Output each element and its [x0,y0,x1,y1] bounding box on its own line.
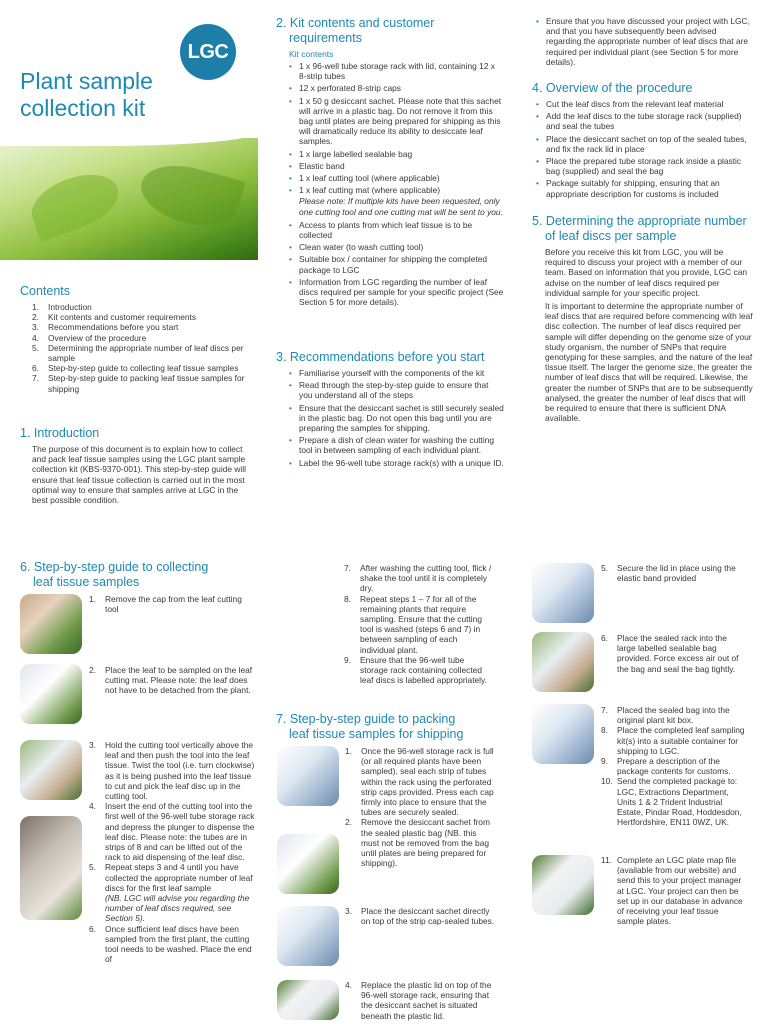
introduction-text: The purpose of this document is to explain how to collect and pack leaf tissue samples using the LGC plant sample collection kit (KBS-9370-001). This step-by-step guide will ensure that leaf tissue collection is carried out in the most optimal way to ensure that samples arrive at LGC in the best possible condition. [32,444,246,506]
step-number: 8. [601,725,608,736]
step-text: Secure the lid in place using the elastic band provided [617,563,736,584]
step-text: Prepare a description of the package contents for customs. [617,756,731,777]
step7-item-6 [601,633,747,674]
contents-item [32,302,252,312]
step-text: Once the 96-well storage rack is full (or all required plants have been sampled), seal each strip of tubes within the rack using the perforated strip caps provided. Press each cap firmly into place to ensure that the tubes are securely sealed. [361,746,494,818]
recommendations-list [287,368,504,468]
kit-heading-line-1: 2. Kit contents and customer [276,16,435,30]
contents-text: Determining the appropriate number of leaf discs per sample [48,342,244,364]
introduction-heading: 1. Introduction [20,426,100,440]
recommendation-item: • Read through the step-by-step guide to ensure that you understand all of the steps [287,380,504,400]
step7-item-10 [601,776,747,827]
kit-contents-heading [276,16,504,46]
leaf-banner-image [0,138,258,260]
step6-item-3 [89,740,257,801]
kit-item: • 1 x 96-well tube storage rack with lid, containing 12 x 8-strip tubes [287,61,504,81]
photo-cutting-leaf [20,740,82,800]
customer-requirements-list [287,220,504,308]
photo-desiccant-on-tubes [277,906,339,966]
step-number: 1. [345,746,352,756]
photo-desiccant-bag [277,834,339,894]
step6-item-2 [89,665,257,696]
contents-item [32,343,252,363]
step7-heading-text [276,712,504,742]
photo-plate-map [532,855,594,915]
title-line-2: collection kit [20,95,146,121]
photo-replace-lid [277,980,339,1020]
recommendation-item: • Ensure that the desiccant sachet is still securely sealed in the plastic bag. Do not open this bag until you are preparing the samples for shipping. [287,403,504,434]
step-number: 5. [89,862,96,873]
step-number: 4. [89,801,96,812]
kit-item: • 1 x 50 g desiccant sachet. Please note that this sachet will arrive in a plastic bag. Do not remove it from this bag until plates are being prepared for shipping as this will dramatically reduce its ability to desiccate leaf samples. [287,96,504,147]
step6-steps-7-9 [344,563,494,685]
step-text: Repeat steps 3 and 4 until you have collected the appropriate number of leaf discs for the first leaf sample [105,862,253,893]
step-text: Repeat steps 1 – 7 for all of the remaining plants that require sampling. Ensure that the cutting tool is washed (steps 6 and 7) in between sampling of each individual plant. [360,593,482,655]
contents-item [32,363,252,373]
step7-heading-line-2: leaf tissue samples for shipping [289,727,464,741]
step-text: Ensure that the 96-well tube storage rack containing collected leaf discs is labelled appropriately. [360,654,487,686]
photo-remove-cap [20,594,82,654]
contents-number: 3. [32,322,39,333]
step6-step-2 [89,665,257,696]
step-number: 2. [345,817,352,828]
contents-item [32,333,252,343]
step6-item-1 [89,594,257,614]
step-number: 4. [345,980,352,990]
step-number: 7. [601,705,608,715]
photo-kit-box [532,704,594,764]
step7-step-4 [345,980,495,1021]
step6-item-9 [344,655,494,686]
step7-item-1 [345,746,495,817]
contents-number: 6. [32,363,39,374]
contents-section [20,284,252,394]
step6-step-1 [89,594,257,614]
contents-text: Kit contents and customer requirements [48,312,197,323]
contents-text: Introduction [48,302,92,312]
kit-item: • 1 x leaf cutting mat (where applicable) [287,185,504,195]
customer-requirements-cont [534,16,754,71]
step7-heading-line-1: 7. Step-by-step guide to packing [276,712,456,726]
contents-text: Step-by-step guide to packing leaf tissue samples for shipping [48,373,245,394]
step6-item-8 [344,594,494,655]
step-text: Place the completed leaf sampling kit(s) into a suitable container for shipping to LGC. [617,725,745,756]
step7-item-7 [601,705,747,725]
step-text: Placed the sealed bag into the original plant kit box. [617,705,730,726]
step7-item-2 [345,817,495,868]
step6-heading-line-2: leaf tissue samples [33,575,140,589]
requirement-item: • Suitable box / container for shipping the completed package to LGC [287,254,504,274]
step7-step-1 [345,746,495,868]
step-number: 2. [89,665,96,675]
step6-heading-line-1: 6. Step-by-step guide to collecting [20,560,209,574]
step-number: 3. [89,740,96,750]
recommendations-heading: 3. Recommendations before you start [276,350,485,364]
contents-heading: Contents [20,284,71,298]
title-line-1: Plant sample [20,68,153,94]
step7-steps-7-10 [601,705,747,827]
contents-item [32,312,252,322]
contents-number: 1. [32,302,39,312]
page-title [20,68,153,122]
overview-item: • Place the prepared tube storage rack inside a plastic bag (supplied) and seal the bag [534,156,754,176]
contents-item [32,373,252,393]
determining-paragraph-2: It is important to determine the appropriate number of leaf discs that are required before commencing with leaf disc collection. The number of leaf discs required per sample will differ depending on the genome size of your study organism, the number of SNPs that require genotyping for these samples, and the nature of the leaf tissue itself. The larger the genome size, the greater the number of leaf discs that will be required. Likewise, the greater the number of SNPs that are to be subsequently analysed, the greater the number of leaf discs that will be required to ensure that there is sufficient DNA available. [545,301,753,424]
determining-heading-line-2: of leaf discs per sample [545,229,677,243]
contents-list [32,302,252,394]
requirement-item: • Clean water (to wash cutting tool) [287,242,504,252]
step7-step-5 [601,563,747,583]
step-text: Remove the desiccant sachet from the sealed plastic bag (NB. this must not be removed from the bag until plates are being prepared for shipping). [361,817,490,869]
contents-item [32,322,252,332]
kit-item: • Elastic band [287,161,504,171]
step-number: 7. [344,563,351,573]
step7-item-8 [601,725,747,756]
step7-step-6 [601,633,747,674]
overview-list [534,99,754,199]
requirement-item: • Access to plants from which leaf tissue is to be collected [287,220,504,240]
contents-number: 2. [32,312,39,323]
kit-item: • 12 x perforated 8-strip caps [287,83,504,93]
step-text: Replace the plastic lid on top of the 96-well storage rack, ensuring that the desiccant sachet is situated beneath the plastic lid. [361,980,492,1021]
step7-item-11 [601,855,747,926]
contents-text: Step-by-step guide to collecting leaf tissue samples [48,363,239,374]
step7-step-11 [601,855,747,926]
step6-item-6 [89,924,257,965]
kit-heading-line-2: requirements [289,31,362,45]
step-number: 10. [601,776,613,787]
kit-contents-section [276,16,504,311]
overview-item: • Add the leaf discs to the tube storage rack (supplied) and seal the tubes [534,111,754,131]
step6-steps-3-6 [89,740,257,964]
photo-leaf-on-mat [20,664,82,724]
step-number: 1. [89,594,96,604]
step6-item-5-note: (NB. LGC will advise you regarding the number of leaf discs required, see Section 5). [105,893,250,924]
step-number: 6. [89,923,96,934]
kit-contents-list [287,61,504,195]
determining-heading-line-1: 5. Determining the appropriate number [532,214,747,228]
recommendation-item: • Label the 96-well tube storage rack(s) with a unique ID. [287,458,504,468]
requirement-item: • Information from LGC regarding the number of leaf discs required per sample for your specific project (See Section 5 for more details). [287,277,504,308]
overview-section [532,81,754,203]
step-number: 3. [345,906,352,916]
overview-item: • Cut the leaf discs from the relevant leaf material [534,99,754,109]
step6-heading-text [20,560,250,590]
step6-item-5 [89,862,257,923]
overview-heading: 4. Overview of the procedure [532,81,693,95]
project-discussion-list [534,16,754,67]
kit-item: • 1 x large labelled sealable bag [287,149,504,159]
step7-item-3 [345,906,495,926]
step-number: 11. [601,855,613,865]
recommendation-item: • Familiarise yourself with the components of the kit [287,368,504,378]
contents-number: 7. [32,373,39,384]
step-text: Place the sealed rack into the large labelled sealable bag provided. Force excess air out of the bag and seal the bag tightly. [617,633,739,674]
step-number: 6. [601,633,608,643]
step-text: Remove the cap from the leaf cutting tool [105,594,242,615]
kit-item: • 1 x leaf cutting tool (where applicable) [287,173,504,183]
step-text: Place the leaf to be sampled on the leaf cutting mat. Please note: the leaf does not have to be detached from the plant. [105,665,253,696]
step-text: Complete an LGC plate map file (available from our website) and send this to your project manager at LGC. Your project can then be set up in our database in advance of receiving your leaf tissue sample plates. [617,855,743,927]
photo-elastic-band [532,563,594,623]
photo-seal-strip-caps [277,746,339,806]
recommendations-section [276,350,504,472]
requirement-item: • Ensure that you have discussed your project with LGC, and that you have subsequently been advised regarding the appropriate number of leaf discs that are required per individual plant (see Section 5 for more details). [534,16,754,67]
overview-item: • Place the desiccant sachet on top of the sealed tubes, and fix the rack lid in place [534,134,754,154]
determining-section [532,214,754,426]
step6-heading [20,560,250,593]
step6-item-7 [344,563,494,594]
step7-item-4 [345,980,495,1021]
step-number: 8. [344,593,351,604]
step-text: Place the desiccant sachet directly on top of the strip cap-sealed tubes. [361,906,495,927]
kit-contents-subheading: Kit contents [289,49,334,59]
overview-item: • Package suitably for shipping, ensuring that an appropriate description for customs is included [534,178,754,198]
step7-step-3 [345,906,495,926]
contents-number: 4. [32,332,39,343]
contents-text: Recommendations before you start [48,322,179,333]
recommendation-item: • Prepare a dish of clean water for washing the cutting tool in between sampling of each individual plant. [287,435,504,455]
step-text: Hold the cutting tool vertically above the leaf and then push the tool into the leaf tissue. Twist the tool (i.e. turn clockwise) as it is being pushed into the leaf tissue to cut and pick the leaf disc up in the cutting tool. [105,740,255,802]
step7-item-5 [601,563,747,583]
kit-note: Please note: If multiple kits have been requested, only one cutting tool and one cutting mat will be sent to you. [299,196,503,217]
introduction-section [20,426,252,508]
step-number: 9. [344,654,351,665]
step-number: 5. [601,563,608,573]
step-text: Insert the end of the cutting tool into the first well of the 96-well tube storage rack and depress the plunger to dispense the leaf disc. Please note: the tubes are in strips of 8 and can be lifted out of the rack to aid dispensing of the leaf disc. [105,801,255,863]
step-text: After washing the cutting tool, flick / shake the tool until it is completely dry. [360,563,492,594]
contents-number: 5. [32,342,39,353]
contents-text: Overview of the procedure [48,332,147,343]
photo-sealable-bag [532,632,594,692]
lgc-logo: LGC [180,24,236,80]
determining-paragraph-1: Before you receive this kit from LGC, you will be required to discuss your project with a member of our team. Based on information that you provide, LGC can advise on the number of leaf discs required per individual sample for your specific project. [545,247,748,298]
step7-item-9 [601,756,747,776]
photo-dispense-disc [20,816,82,920]
step6-item-4 [89,801,257,862]
step7-heading [276,712,504,745]
step-number: 9. [601,756,608,767]
step-text: Send the completed package to: LGC, Extractions Department, Units 1 & 2 Trident Industrial Estate, Pindar Road, Hoddesdon, Hertfordshire, EN11 0WZ, UK. [617,776,742,828]
determining-heading [532,214,754,244]
step-text: Once sufficient leaf discs have been sampled from the first plant, the cutting tool needs to be washed. Place the end of [105,923,252,965]
